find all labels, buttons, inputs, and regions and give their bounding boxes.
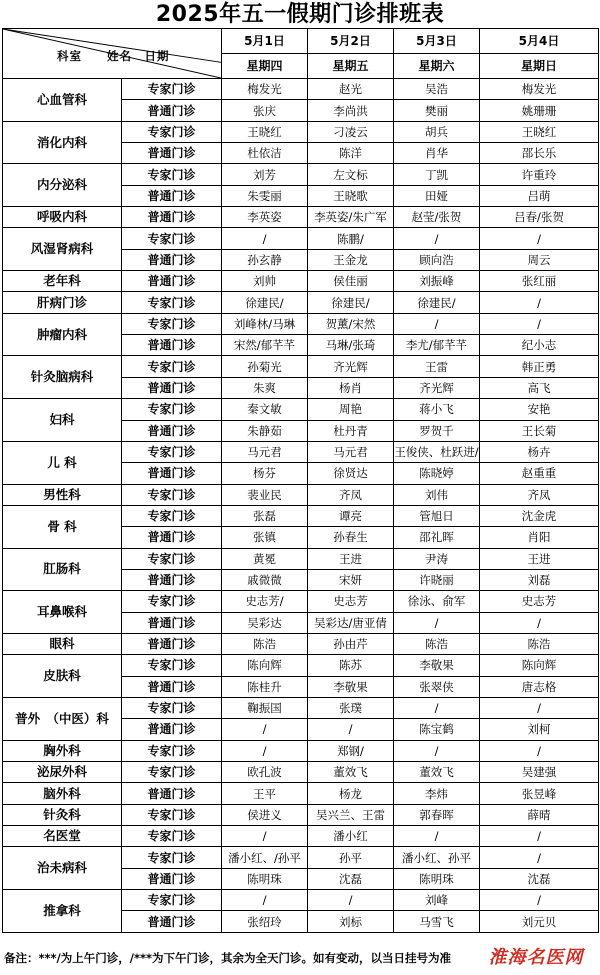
table-row — [3, 847, 599, 868]
doctor-cell: 陈洋 — [308, 143, 394, 164]
doctor-cell: 张璞 — [308, 697, 394, 718]
table-row — [3, 697, 599, 718]
doctor-cell: 郭春晖 — [394, 804, 480, 825]
doctor-cell: 马雪飞 — [394, 911, 480, 932]
doctor-cell: 尹涛 — [394, 548, 480, 569]
clinic-type: 专家门诊 — [122, 804, 222, 825]
doctor-cell: 董效飞 — [394, 762, 480, 783]
doctor-cell: / — [394, 313, 480, 334]
doctor-cell: 张庆 — [222, 100, 308, 121]
doctor-cell: / — [222, 719, 308, 740]
doctor-cell: 杜丹青 — [308, 420, 394, 441]
doctor-cell: 邵长乐 — [480, 143, 599, 164]
doctor-cell: 徐建民/ — [222, 292, 308, 313]
doctor-cell: 樊丽 — [394, 100, 480, 121]
department-name: 脑外科 — [3, 783, 122, 804]
doctor-cell: 王晓红 — [480, 121, 599, 142]
department-name: 推拿科 — [3, 890, 122, 933]
doctor-cell: / — [480, 740, 599, 761]
doctor-cell: / — [394, 826, 480, 847]
doctor-cell: 沈磊 — [480, 868, 599, 889]
doctor-cell: 肖华 — [394, 143, 480, 164]
doctor-cell: 李敬果 — [394, 655, 480, 676]
clinic-type: 普通门诊 — [122, 783, 222, 804]
doctor-cell: 刘峰林/马琳 — [222, 313, 308, 334]
doctor-cell: 吴浩 — [394, 79, 480, 100]
clinic-type: 专家门诊 — [122, 740, 222, 761]
doctor-cell: 史志芳/ — [222, 591, 308, 612]
doctor-cell: 纪小志 — [480, 335, 599, 356]
table-row — [3, 804, 599, 825]
doctor-cell: 梅发光 — [480, 79, 599, 100]
doctor-cell: 杨肖 — [308, 377, 394, 398]
doctor-cell: 胡兵 — [394, 121, 480, 142]
table-row — [3, 441, 599, 462]
doctor-cell: 齐凤 — [308, 484, 394, 505]
doctor-cell: 陈向辉 — [480, 655, 599, 676]
doctor-cell: 杨龙 — [308, 783, 394, 804]
clinic-type: 普通门诊 — [122, 100, 222, 121]
doctor-cell: 马元君 — [222, 441, 308, 462]
doctor-cell: 王晓歌 — [308, 185, 394, 206]
doctor-cell: 田娅 — [394, 185, 480, 206]
clinic-type: 专家门诊 — [122, 890, 222, 911]
doctor-cell: 孙玄静 — [222, 249, 308, 270]
doctor-cell: 李尤/郁芊芊 — [394, 335, 480, 356]
department-name: 儿 科 — [3, 441, 122, 484]
table-row — [3, 890, 599, 911]
clinic-type: 专家门诊 — [122, 826, 222, 847]
doctor-cell: 秦文敏 — [222, 399, 308, 420]
department-name: 呼吸内科 — [3, 207, 122, 228]
page-title: 2025年五一假期门诊排班表 — [155, 2, 445, 27]
doctor-cell: 刘伟 — [394, 484, 480, 505]
doctor-cell: 贺薰/宋然 — [308, 313, 394, 334]
schedule-table — [2, 28, 599, 933]
doctor-cell: 蒋小飞 — [394, 399, 480, 420]
doctor-cell: 李英姿/朱广军 — [308, 207, 394, 228]
clinic-type: 专家门诊 — [122, 79, 222, 100]
doctor-cell: 郑钢/ — [308, 740, 394, 761]
doctor-cell: 侯佳丽 — [308, 271, 394, 292]
department-name: 肛肠科 — [3, 548, 122, 591]
doctor-cell: 张镇 — [222, 527, 308, 548]
doctor-cell: / — [222, 228, 308, 249]
doctor-cell: 宋妍 — [308, 569, 394, 590]
table-row — [3, 228, 599, 249]
table-row — [3, 826, 599, 847]
clinic-type: 专家门诊 — [122, 697, 222, 718]
doctor-cell: 刘帅 — [222, 271, 308, 292]
department-name: 肝病门诊 — [3, 292, 122, 313]
header-row-dates — [3, 29, 599, 54]
doctor-cell: 王雷 — [394, 356, 480, 377]
doctor-cell: 陈浩 — [394, 633, 480, 654]
clinic-type: 普通门诊 — [122, 868, 222, 889]
department-name: 名医堂 — [3, 826, 122, 847]
doctor-cell: 潘小红、孙平 — [394, 847, 480, 868]
clinic-type: 专家门诊 — [122, 121, 222, 142]
doctor-cell: 吕萌 — [480, 185, 599, 206]
doctor-cell: 邵礼晖 — [394, 527, 480, 548]
doctor-cell: / — [480, 313, 599, 334]
clinic-type: 专家门诊 — [122, 356, 222, 377]
doctor-cell: 陈明珠 — [394, 868, 480, 889]
table-row — [3, 548, 599, 569]
doctor-cell: 陈明珠 — [222, 868, 308, 889]
weekday-header: 星期六 — [394, 54, 480, 79]
doctor-cell: 赵重重 — [480, 463, 599, 484]
clinic-type: 专家门诊 — [122, 591, 222, 612]
doctor-cell: 潘小红、/孙平 — [222, 847, 308, 868]
doctor-cell: 管旭日 — [394, 505, 480, 526]
department-name: 老年科 — [3, 271, 122, 292]
doctor-cell: 吴建强 — [480, 762, 599, 783]
doctor-cell: 梅发光 — [222, 79, 308, 100]
doctor-cell: 朱雯丽 — [222, 185, 308, 206]
department-name: 针灸脑病科 — [3, 356, 122, 399]
doctor-cell: 刘元贝 — [480, 911, 599, 932]
department-name: 普外 （中医）科 — [3, 697, 122, 740]
doctor-cell: 杜依洁 — [222, 143, 308, 164]
date-header: 5月3日 — [394, 29, 480, 54]
doctor-cell: / — [222, 740, 308, 761]
doctor-cell: 董效飞 — [308, 762, 394, 783]
doctor-cell: 吕春/张贺 — [480, 207, 599, 228]
department-name: 心血管科 — [3, 79, 122, 122]
doctor-cell: 周云 — [480, 249, 599, 270]
doctor-cell: 罗贺千 — [394, 420, 480, 441]
doctor-cell: 王长菊 — [480, 420, 599, 441]
table-row — [3, 591, 599, 612]
clinic-type: 普通门诊 — [122, 420, 222, 441]
weekday-header: 星期四 — [222, 54, 308, 79]
doctor-cell: 鞠振国 — [222, 697, 308, 718]
doctor-cell: 赵莹/张贺 — [394, 207, 480, 228]
doctor-cell: 张翠侠 — [394, 676, 480, 697]
table-row — [3, 740, 599, 761]
doctor-cell: 李炜 — [394, 783, 480, 804]
clinic-type: 普通门诊 — [122, 612, 222, 633]
doctor-cell: / — [480, 826, 599, 847]
doctor-cell: 徐泳、俞军 — [394, 591, 480, 612]
doctor-cell: / — [394, 697, 480, 718]
doctor-cell: / — [308, 719, 394, 740]
doctor-cell: 沈磊 — [308, 868, 394, 889]
department-name: 泌尿外科 — [3, 762, 122, 783]
clinic-type: 专家门诊 — [122, 441, 222, 462]
clinic-type: 普通门诊 — [122, 249, 222, 270]
doctor-cell: 刘振峰 — [394, 271, 480, 292]
department-name: 妇科 — [3, 399, 122, 442]
doctor-cell: 谭亮 — [308, 505, 394, 526]
doctor-cell: 刘磊 — [480, 569, 599, 590]
doctor-cell: 陈向辉 — [222, 655, 308, 676]
clinic-type: 普通门诊 — [122, 527, 222, 548]
department-name: 皮肤科 — [3, 655, 122, 698]
clinic-type: 普通门诊 — [122, 143, 222, 164]
corner-header — [3, 29, 222, 79]
doctor-cell: 齐光辉 — [394, 377, 480, 398]
doctor-cell: 唐志格 — [480, 676, 599, 697]
department-name: 治未病科 — [3, 847, 122, 890]
table-row — [3, 207, 599, 228]
clinic-type: 普通门诊 — [122, 633, 222, 654]
doctor-cell: / — [308, 890, 394, 911]
clinic-type: 专家门诊 — [122, 548, 222, 569]
doctor-cell: 张绍玲 — [222, 911, 308, 932]
doctor-cell: 杨芬 — [222, 463, 308, 484]
table-row — [3, 121, 599, 142]
doctor-cell: 王俊侠、杜跃进/ — [394, 441, 480, 462]
doctor-cell: 王进 — [308, 548, 394, 569]
doctor-cell: 陈苏 — [308, 655, 394, 676]
table-row — [3, 762, 599, 783]
clinic-type: 普通门诊 — [122, 377, 222, 398]
doctor-cell: 高飞 — [480, 377, 599, 398]
doctor-cell: / — [480, 292, 599, 313]
doctor-cell: 左文标 — [308, 164, 394, 185]
table-row — [3, 313, 599, 334]
doctor-cell: / — [480, 228, 599, 249]
doctor-cell: 吴彩达 — [222, 612, 308, 633]
doctor-cell: / — [222, 826, 308, 847]
doctor-cell: 陈宝鹤 — [394, 719, 480, 740]
table-row — [3, 292, 599, 313]
doctor-cell: 许重玲 — [480, 164, 599, 185]
doctor-cell: 孙平 — [308, 847, 394, 868]
doctor-cell: / — [480, 697, 599, 718]
clinic-type: 专家门诊 — [122, 505, 222, 526]
department-name: 针灸科 — [3, 804, 122, 825]
table-row — [3, 79, 599, 100]
doctor-cell: / — [222, 890, 308, 911]
doctor-cell: / — [480, 612, 599, 633]
clinic-type: 专家门诊 — [122, 847, 222, 868]
doctor-cell: 朱爽 — [222, 377, 308, 398]
clinic-type: 专家门诊 — [122, 655, 222, 676]
doctor-cell: / — [394, 228, 480, 249]
doctor-cell: 王金龙 — [308, 249, 394, 270]
doctor-cell: 安艳 — [480, 399, 599, 420]
department-name: 肿瘤内科 — [3, 313, 122, 356]
doctor-cell: / — [480, 847, 599, 868]
doctor-cell: 李尚洪 — [308, 100, 394, 121]
doctor-cell: 张红丽 — [480, 271, 599, 292]
department-name: 眼科 — [3, 633, 122, 654]
doctor-cell: 马元君 — [308, 441, 394, 462]
doctor-cell: 李敬果 — [308, 676, 394, 697]
doctor-cell: 戚微微 — [222, 569, 308, 590]
department-name: 骨 科 — [3, 505, 122, 548]
doctor-cell: 吴兴兰、王雷 — [308, 804, 394, 825]
clinic-type: 专家门诊 — [122, 292, 222, 313]
doctor-cell: 史志芳 — [480, 591, 599, 612]
doctor-cell: 刘柯 — [480, 719, 599, 740]
doctor-cell: 杨卉 — [480, 441, 599, 462]
doctor-cell: 黄冕 — [222, 548, 308, 569]
doctor-cell: 宋然/郁芊芊 — [222, 335, 308, 356]
doctor-cell: 齐凤 — [480, 484, 599, 505]
doctor-cell: 朱静茹 — [222, 420, 308, 441]
department-name: 消化内科 — [3, 121, 122, 164]
table-row — [3, 271, 599, 292]
doctor-cell: 徐建民/ — [308, 292, 394, 313]
table-row — [3, 164, 599, 185]
doctor-cell: 李英姿 — [222, 207, 308, 228]
doctor-cell: 史志芳 — [308, 591, 394, 612]
doctor-cell: 陈晓婷 — [394, 463, 480, 484]
clinic-type: 普通门诊 — [122, 335, 222, 356]
doctor-cell: 裴业民 — [222, 484, 308, 505]
department-name: 男性科 — [3, 484, 122, 505]
doctor-cell: 张磊 — [222, 505, 308, 526]
doctor-cell: 潘小红 — [308, 826, 394, 847]
doctor-cell: 赵光 — [308, 79, 394, 100]
doctor-cell: 欧孔波 — [222, 762, 308, 783]
doctor-cell: 顾向浩 — [394, 249, 480, 270]
doctor-cell: 刘峰 — [394, 890, 480, 911]
department-name: 内分泌科 — [3, 164, 122, 207]
doctor-cell: 王平 — [222, 783, 308, 804]
clinic-type: 专家门诊 — [122, 484, 222, 505]
doctor-cell: 陈鹏/ — [308, 228, 394, 249]
doctor-cell: 刘芳 — [222, 164, 308, 185]
doctor-cell: 王进 — [480, 548, 599, 569]
doctor-cell: 王晓红 — [222, 121, 308, 142]
doctor-cell: 沈金虎 — [480, 505, 599, 526]
weekday-header: 星期五 — [308, 54, 394, 79]
table-row — [3, 484, 599, 505]
table-row — [3, 356, 599, 377]
doctor-cell: 周艳 — [308, 399, 394, 420]
clinic-type: 普通门诊 — [122, 676, 222, 697]
clinic-type: 专家门诊 — [122, 228, 222, 249]
doctor-cell: 马琳/张琦 — [308, 335, 394, 356]
doctor-cell: 肖阳 — [480, 527, 599, 548]
doctor-cell: 张昱峰 — [480, 783, 599, 804]
clinic-type: 普通门诊 — [122, 569, 222, 590]
doctor-cell: 刘标 — [308, 911, 394, 932]
doctor-cell: 薛晴 — [480, 804, 599, 825]
doctor-cell: 齐光辉 — [308, 356, 394, 377]
doctor-cell: / — [480, 890, 599, 911]
doctor-cell: 孙菊光 — [222, 356, 308, 377]
doctor-cell: 吴彩达/唐亚倩 — [308, 612, 394, 633]
weekday-header: 星期日 — [480, 54, 599, 79]
doctor-cell: 刁凌云 — [308, 121, 394, 142]
doctor-cell: 侯进义 — [222, 804, 308, 825]
footer-note: 备注：***/为上午门诊，/***为下午门诊，其余为全天门诊。如有变动，以当日挂号为准 — [4, 951, 451, 965]
clinic-type: 专家门诊 — [122, 164, 222, 185]
doctor-cell: 姚珊珊 — [480, 100, 599, 121]
department-name: 胸外科 — [3, 740, 122, 761]
clinic-type: 专家门诊 — [122, 399, 222, 420]
department-name: 风湿肾病科 — [3, 228, 122, 271]
clinic-type: 专家门诊 — [122, 313, 222, 334]
doctor-cell: 陈浩 — [222, 633, 308, 654]
clinic-type: 普通门诊 — [122, 207, 222, 228]
doctor-cell: 韩正勇 — [480, 356, 599, 377]
clinic-type: 普通门诊 — [122, 911, 222, 932]
doctor-cell: 陈浩 — [480, 633, 599, 654]
doctor-cell: / — [394, 740, 480, 761]
table-row — [3, 505, 599, 526]
date-header: 5月4日 — [480, 29, 599, 54]
date-header: 5月2日 — [308, 29, 394, 54]
table-row — [3, 399, 599, 420]
corner-label: 科室 姓名 日期 — [57, 49, 170, 63]
doctor-cell: 孙由芹 — [308, 633, 394, 654]
doctor-cell: 丁凯 — [394, 164, 480, 185]
table-row — [3, 633, 599, 654]
doctor-cell: 孙春生 — [308, 527, 394, 548]
doctor-cell: / — [394, 612, 480, 633]
watermark-logo: 淮海名医网 — [488, 947, 584, 968]
table-row — [3, 655, 599, 676]
clinic-type: 普通门诊 — [122, 463, 222, 484]
clinic-type: 专家门诊 — [122, 762, 222, 783]
table-row — [3, 783, 599, 804]
doctor-cell: 徐建民/ — [394, 292, 480, 313]
clinic-type: 普通门诊 — [122, 185, 222, 206]
clinic-type: 普通门诊 — [122, 271, 222, 292]
department-name: 耳鼻喉科 — [3, 591, 122, 634]
date-header: 5月1日 — [222, 29, 308, 54]
doctor-cell: 徐贤达 — [308, 463, 394, 484]
doctor-cell: 许晓丽 — [394, 569, 480, 590]
doctor-cell: 陈桂升 — [222, 676, 308, 697]
clinic-type: 普通门诊 — [122, 719, 222, 740]
